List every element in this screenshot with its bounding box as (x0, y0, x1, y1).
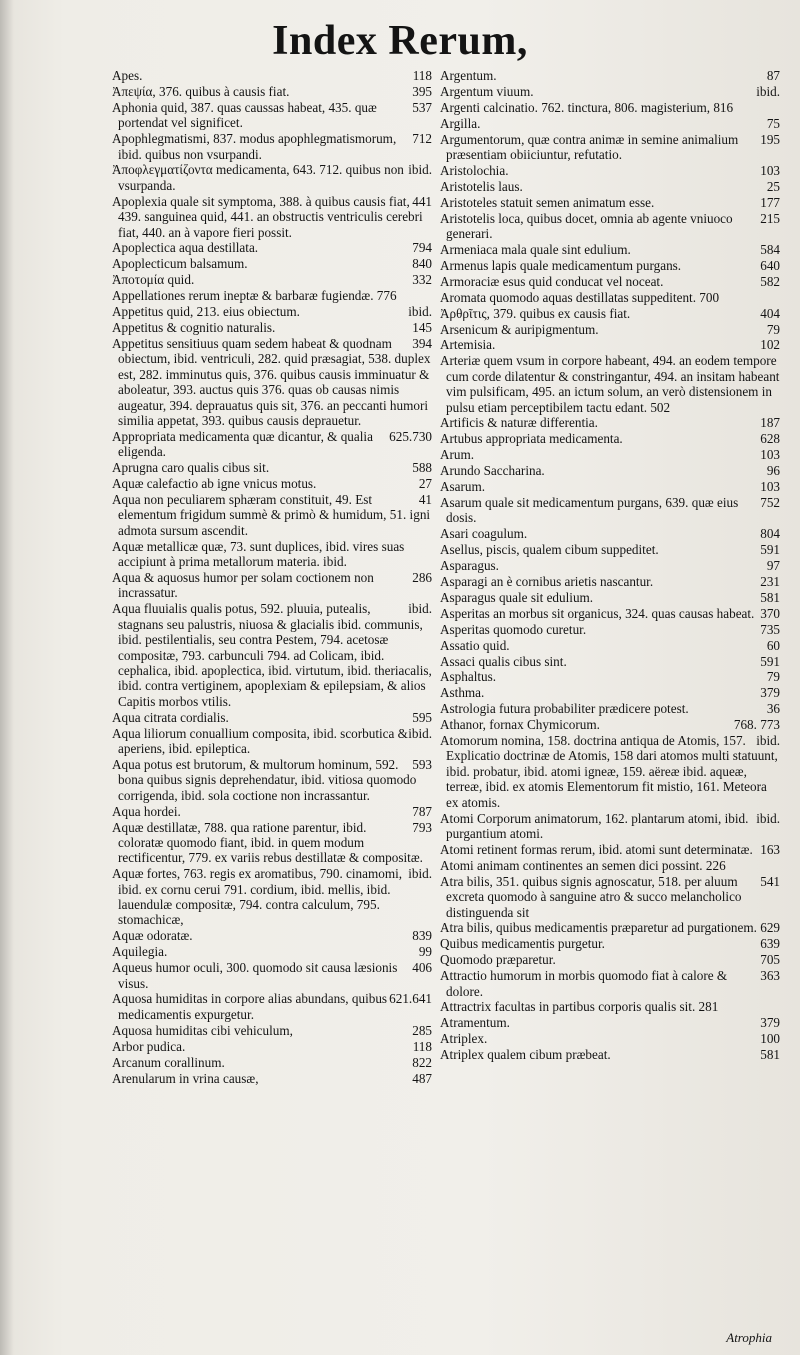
entry-page-ref: 591 (760, 653, 780, 669)
index-entry (440, 638, 780, 653)
index-entry (440, 242, 780, 257)
entry-page-ref: 100 (760, 1031, 780, 1047)
index-entry (440, 1047, 780, 1062)
entry-page-ref: 394 (412, 335, 432, 351)
entry-page-ref: 99 (418, 944, 432, 960)
entry-text: Aquilegia. (112, 944, 168, 960)
index-entry (112, 866, 432, 928)
entry-page-ref: 628 (760, 431, 780, 447)
entry-page-ref: 840 (412, 256, 432, 272)
index-entry (440, 116, 780, 131)
entry-text: Aqua hordei. (112, 803, 181, 819)
entry-text: Arundo Saccharina. (440, 463, 545, 479)
entry-text: Asarum quale sit medicamentum purgans, 639. quæ eius dosis. (440, 494, 739, 526)
index-entry (112, 460, 432, 475)
index-entry (440, 952, 780, 967)
entry-page-ref: 621.641 (389, 991, 432, 1007)
index-entry (440, 132, 780, 163)
entry-text: Ἀρθρῖτις, 379. quibus ex causis fiat. (440, 305, 631, 321)
entry-page-ref: 102 (760, 337, 780, 353)
index-entry (440, 337, 780, 352)
entry-page-ref: ibid. (756, 83, 780, 99)
entry-text: Artubus appropriata medicamenta. (440, 431, 623, 447)
index-entry (440, 84, 780, 99)
entry-text: Aristoteles statuit semen animatum esse. (440, 194, 655, 210)
entry-text: Aprugna caro qualis cibus sit. (112, 460, 270, 476)
entry-text: Assaci qualis cibus sint. (440, 653, 567, 669)
entry-page-ref: 404 (760, 305, 780, 321)
entry-text: Argentum. (440, 68, 497, 83)
entry-text: Argentum viuum. (440, 83, 534, 99)
index-entry (440, 353, 780, 415)
entry-page-ref: 625.730 (389, 428, 432, 444)
index-entry (440, 163, 780, 178)
index-entry (112, 476, 432, 491)
page-title: Index Rerum, (272, 18, 528, 64)
entry-text: Aquæ odoratæ. (112, 928, 193, 944)
entry-page-ref: 163 (760, 841, 780, 857)
entry-page-ref: 79 (766, 321, 780, 337)
index-entry (440, 622, 780, 637)
index-entry (440, 306, 780, 321)
index-entry (440, 999, 780, 1014)
entry-text: Aqua fluuialis qualis potus, 592. pluuia, putealis, stagnans seu palustris, niuosa & glacialis ibid. communis, ibid. pestilentialis, seu contra Pestem, 794. acetosæ compositæ, 793. carbunculi 794. ad Colicam, ibid. cephalica, ibid. apoplectica, ibid. virtutum, ibid. theriacalis, ibid. contra vertiginem, apoplexiam & epilepsiam, & alios Capitis morbos vtilis. (112, 601, 432, 709)
entry-page-ref: 215 (760, 210, 780, 226)
entry-text: Quomodo præparetur. (440, 952, 556, 968)
entry-page-ref: 735 (760, 621, 780, 637)
index-entry (440, 842, 780, 857)
entry-text: Atriplex. (440, 1031, 488, 1047)
index-entry (112, 804, 432, 819)
index-entry (440, 258, 780, 273)
entry-page-ref: 629 (760, 920, 780, 936)
index-entry (440, 274, 780, 289)
entry-text: Astrologia futura probabiliter prædicere potest. (440, 701, 689, 717)
entry-text: Aqua potus est brutorum, & multorum hominum, 592. bona quibus signis deprehendatur, ibid. vitiosa quomodo corrigenda, ibid. sola coctione non incrassantur. (112, 756, 417, 803)
entry-page-ref: 231 (760, 574, 780, 589)
entry-page-ref: 145 (412, 320, 432, 335)
index-entry (112, 944, 432, 959)
entry-page-ref: 768. 773 (733, 717, 780, 733)
entry-page-ref: 406 (412, 960, 432, 976)
entry-page-ref: 97 (766, 558, 780, 574)
entry-page-ref: 705 (760, 952, 780, 968)
entry-page-ref: ibid. (756, 810, 780, 826)
entry-page-ref: 379 (760, 1015, 780, 1031)
entry-text: Asperitas an morbus sit organicus, 324. quas causas habeat. (440, 605, 755, 621)
entry-page-ref: 640 (760, 257, 780, 273)
entry-page-ref: ibid. (408, 162, 432, 178)
entry-text: Appetitus sensitiuus quam sedem habeat & quodnam obiectum, ibid. ventriculi, 282. quid præsagiat, 538. duplex est, 282. imminutus quis, 376. quibus causis imminuatur & aboleatur, 393. auctus quis 376. quas ob causas nimis augeatur, 394. deprauatus quis sit, 376. an peccanti humori similia appetat, 393. quibus causis deprauetur. (112, 335, 431, 428)
index-entry (112, 131, 432, 162)
index-entry (112, 429, 432, 460)
entry-page-ref: 177 (760, 194, 780, 210)
entry-text: Argilla. (440, 115, 481, 131)
entry-text: Athanor, fornax Chymicorum. (440, 717, 600, 733)
index-entry (440, 447, 780, 462)
entry-page-ref: 487 (412, 1070, 432, 1086)
entry-page-ref: 118 (412, 1038, 432, 1054)
entry-text: Aqua & aquosus humor per solam coctionem non incrassatur. (112, 570, 374, 601)
entry-page-ref: 839 (412, 928, 432, 944)
entry-page-ref: 75 (766, 115, 780, 131)
entry-text: Apoplexia quale sit symptoma, 388. à quibus causis fiat, 439. sanguinea quid, 441. an obstructis ventriculis cerebri fiat, 440. an à vapore fieri possit. (112, 193, 423, 240)
entry-page-ref: 804 (760, 526, 780, 542)
index-entry (440, 100, 780, 115)
index-entry (440, 463, 780, 478)
entry-text: Arum. (440, 447, 475, 463)
index-entry (440, 968, 780, 999)
entry-page-ref: 591 (760, 542, 780, 558)
index-entry (112, 757, 432, 803)
index-entry (440, 211, 780, 242)
entry-text: Ἀποτομία quid. (112, 272, 195, 288)
entry-text: Artemisia. (440, 337, 496, 353)
index-entry (440, 590, 780, 605)
index-entry (112, 194, 432, 240)
entry-text: Aphonia quid, 387. quas caussas habeat, 435. quæ portendat vel significet. (112, 99, 377, 131)
index-entry (112, 100, 432, 131)
index-entry (440, 322, 780, 337)
index-entry (440, 733, 780, 810)
index-entry (440, 558, 780, 573)
entry-page-ref: 60 (766, 637, 780, 653)
entry-page-ref: 541 (760, 873, 780, 889)
catchword: Atrophia (726, 1330, 772, 1345)
entry-page-ref: ibid. (408, 601, 432, 617)
index-entry (440, 431, 780, 446)
index-entry (440, 858, 780, 873)
entry-text: Atriplex qualem cibum præbeat. (440, 1047, 611, 1063)
entry-text: Apophlegmatismi, 837. modus apophlegmatismorum, ibid. quibus non vsurpandi. (112, 131, 397, 162)
entry-text: Apes. (112, 68, 143, 83)
entry-text: Attractio humorum in morbis quomodo fiat à calore & dolore. (440, 968, 728, 999)
entry-page-ref: 36 (766, 701, 780, 717)
index-entry (440, 669, 780, 684)
entry-page-ref: 79 (766, 669, 780, 685)
entry-page-ref: 793 (412, 819, 432, 835)
entry-text: Asperitas quomodo curetur. (440, 621, 587, 637)
index-entry (440, 479, 780, 494)
entry-text: Appetitus & cognitio naturalis. (112, 320, 276, 335)
entry-text: Appetitus quid, 213. eius obiectum. (112, 304, 300, 320)
index-entry (440, 1031, 780, 1046)
entry-text: Armoraciæ esus quid conducat vel noceat. (440, 273, 664, 289)
entry-text: Argumentorum, quæ contra animæ in semine animalium præsentiam obiiciuntur, refutatio. (440, 131, 739, 163)
index-entry (112, 991, 432, 1022)
entry-page-ref: 103 (760, 447, 780, 463)
entry-text: Aquæ calefactio ab igne vnicus motus. (112, 476, 317, 492)
entry-text: Aqua non peculiarem sphæram constituit, 49. Est elementum frigidum summè & primò & humidum, 51. igni admota sursum ascendit. (112, 491, 431, 538)
index-entry (112, 240, 432, 255)
entry-text: Atra bilis, 351. quibus signis agnoscatur, 518. per aluum excreta quomodo à sanguine atro & succo melancholico distinguenda sit (440, 873, 742, 920)
index-entry (112, 960, 432, 991)
entry-text: Aristolochia. (440, 162, 509, 178)
entry-text: Atomi animam continentes an semen dici possint. 226 (440, 857, 726, 873)
entry-text: Asphaltus. (440, 669, 497, 685)
entry-text: Attractrix facultas in partibus corporis qualis sit. 281 (440, 999, 719, 1015)
entry-page-ref: 363 (760, 968, 780, 984)
entry-page-ref: 96 (766, 463, 780, 479)
entry-page-ref: 794 (412, 240, 432, 256)
entry-text: Asari coagulum. (440, 526, 528, 542)
index-entry (112, 820, 432, 866)
entry-page-ref: 712 (412, 131, 432, 147)
entry-text: Asparagus. (440, 558, 499, 574)
entry-text: Arcanum corallinum. (112, 1054, 225, 1070)
entry-text: Atramentum. (440, 1015, 510, 1031)
entry-text: Quibus medicamentis purgetur. (440, 936, 605, 952)
index-entry (112, 1039, 432, 1054)
index-entry (112, 68, 432, 83)
index-entry (112, 492, 432, 538)
entry-text: Arsenicum & auripigmentum. (440, 321, 599, 337)
index-entry (440, 874, 780, 920)
index-entry (440, 654, 780, 669)
index-entry (112, 1055, 432, 1070)
index-entry (440, 415, 780, 430)
entry-page-ref: ibid. (408, 725, 432, 741)
entry-page-ref: 581 (760, 1047, 780, 1063)
entry-page-ref: 584 (760, 241, 780, 257)
entry-text: Artificis & naturæ differentia. (440, 415, 598, 431)
entry-text: Arenularum in vrina causæ, (112, 1070, 259, 1086)
index-entry (112, 288, 432, 303)
index-entry (112, 272, 432, 287)
entry-text: Argenti calcinatio. 762. tinctura, 806. magisterium, 816 (440, 99, 734, 115)
entry-page-ref: 752 (760, 494, 780, 510)
entry-page-ref: 286 (412, 570, 432, 585)
entry-page-ref: 588 (412, 460, 432, 476)
index-entry (112, 320, 432, 335)
right-column (440, 68, 780, 1318)
entry-text: Armeniaca mala quale sint edulium. (440, 241, 631, 257)
entry-text: Arbor pudica. (112, 1038, 186, 1054)
entry-text: Assatio quid. (440, 637, 510, 653)
index-entry (440, 526, 780, 541)
index-entry (112, 1071, 432, 1086)
index-entry (440, 685, 780, 700)
entry-page-ref: 593 (412, 756, 432, 772)
index-entry (440, 290, 780, 305)
index-entry (440, 495, 780, 526)
index-entry (440, 701, 780, 716)
entry-page-ref: 595 (412, 709, 432, 725)
entry-text: Asthma. (440, 685, 485, 701)
entry-text: Apoplectica aqua destillata. (112, 240, 259, 256)
entry-page-ref: 441 (412, 193, 432, 209)
entry-page-ref: 537 (412, 99, 432, 115)
index-entry (112, 710, 432, 725)
left-column (112, 68, 432, 1318)
entry-page-ref: 25 (766, 178, 780, 194)
index-entry (112, 726, 432, 757)
index-entry (112, 336, 432, 428)
entry-page-ref: ibid. (408, 866, 432, 882)
index-entry (440, 811, 780, 842)
entry-page-ref: 787 (412, 803, 432, 819)
entry-text: Aqua liliorum conuallium composita, ibid. scorbutica & aperiens, ibid. epileptica. (112, 725, 408, 756)
index-entry (112, 84, 432, 99)
entry-page-ref: ibid. (408, 304, 432, 320)
entry-page-ref: 379 (760, 685, 780, 701)
entry-page-ref: 822 (412, 1054, 432, 1070)
index-entry (112, 1023, 432, 1038)
entry-text: Aquosa humiditas cibi vehiculum, (112, 1022, 293, 1038)
index-entry (440, 606, 780, 621)
entry-page-ref: ibid. (756, 733, 780, 749)
entry-text: Asparagi an è cornibus arietis nascantur. (440, 574, 654, 589)
entry-text: Aquæ destillatæ, 788. qua ratione parentur, ibid. coloratæ quomodo fiant, ibid. in quem modum rectificentur, 779. ex variis rebus destillatæ & compositæ. (112, 819, 423, 866)
index-entry (440, 717, 780, 732)
entry-text: Appellationes rerum ineptæ & barbaræ fugiendæ. 776 (112, 288, 397, 304)
entry-text: Ἀπεψία, 376. quibus à causis fiat. (112, 83, 290, 99)
entry-text: Appropriata medicamenta quæ dicantur, & qualia eligenda. (112, 428, 373, 460)
index-entry (440, 179, 780, 194)
index-entry (440, 1015, 780, 1030)
entry-text: Aquosa humiditas in corpore alias abundans, quibus medicamentis expurgetur. (112, 991, 388, 1022)
index-entry (112, 601, 432, 709)
entry-text: Atomi retinent formas rerum, ibid. atomi sunt determinatæ. (440, 841, 753, 857)
entry-text: Arteriæ quem vsum in corpore habeant, 494. an eodem tempore cum corde dilatentur & constringantur, 494. an insitam habeant vim pulsificam, 495. an ictum solum, an verò distensionem in pulsu etiam perceptibilem tactu edant. 502 (440, 353, 780, 415)
entry-page-ref: 285 (412, 1022, 432, 1038)
entry-page-ref: 581 (760, 589, 780, 605)
entry-page-ref: 332 (412, 272, 432, 288)
entry-page-ref: 87 (766, 68, 780, 83)
index-entry (112, 539, 432, 570)
index-entry (440, 574, 780, 589)
entry-text: Aqueus humor oculi, 300. quomodo sit causa læsionis visus. (112, 960, 398, 991)
entry-page-ref: 370 (760, 605, 780, 621)
entry-text: Asarum. (440, 479, 486, 495)
index-entry (112, 570, 432, 601)
entry-page-ref: 395 (412, 83, 432, 99)
entry-text: Aristotelis loca, quibus docet, omnia ab agente vniuoco generari. (440, 210, 733, 242)
entry-text: Atomorum nomina, 158. doctrina antiqua de Atomis, 157. Explicatio doctrinæ de Atomis, 158 dari atomos multi statuunt, ibid. probatur, ibid. atomi igneæ, 159. aëreæ ibid. aqueæ, terreæ, ibid. ex atomis Elementorum fit mistio, 161. Meteora ex atomis. (440, 733, 778, 810)
entry-text: Armenus lapis quale medicamentum purgans. (440, 257, 682, 273)
entry-text: Atomi Corporum animatorum, 162. plantarum atomi, ibid. purgantium atomi. (440, 810, 749, 841)
entry-text: Asellus, piscis, qualem cibum suppeditet. (440, 542, 659, 558)
entry-text: Apoplecticum balsamum. (112, 256, 248, 272)
entry-page-ref: 187 (760, 415, 780, 431)
entry-text: Ἀποφλεγματίζοντα medicamenta, 643. 712. quibus non vsurpanda. (112, 162, 404, 193)
entry-text: Aquæ fortes, 763. regis ex aromatibus, 790. cinamomi, ibid. ex cornu cerui 791. cordium, ibid. mellis, ibid. lauendulæ compositæ, 794. contra calculum, 795. stomachicæ, (112, 866, 403, 928)
entry-text: Aquæ metallicæ quæ, 73. sunt duplices, ibid. vires suas accipiunt à prima metallorum materia. ibid. (112, 538, 405, 570)
entry-page-ref: 27 (418, 476, 432, 492)
index-entry (112, 162, 432, 193)
index-entry (112, 304, 432, 319)
entry-page-ref: 103 (760, 162, 780, 178)
index-entry (440, 920, 780, 935)
entry-page-ref: 118 (412, 68, 432, 83)
index-entry (440, 68, 780, 83)
page-gutter-shadow (0, 0, 14, 1355)
entry-page-ref: 195 (760, 131, 780, 147)
index-entry (440, 195, 780, 210)
entry-text: Aristotelis laus. (440, 178, 523, 194)
entry-page-ref: 103 (760, 479, 780, 495)
entry-text: Aqua citrata cordialis. (112, 709, 229, 725)
entry-text: Aromata quomodo aquas destillatas suppeditent. 700 (440, 289, 720, 305)
index-entry (112, 928, 432, 943)
entry-page-ref: 582 (760, 273, 780, 289)
index-entry (112, 256, 432, 271)
entry-text: Asparagus quale sit edulium. (440, 589, 594, 605)
index-entry (440, 936, 780, 951)
index-entry (440, 542, 780, 557)
entry-text: Atra bilis, quibus medicamentis præparetur ad purgationem. (440, 920, 757, 936)
entry-page-ref: 41 (418, 491, 432, 507)
entry-page-ref: 639 (760, 936, 780, 952)
